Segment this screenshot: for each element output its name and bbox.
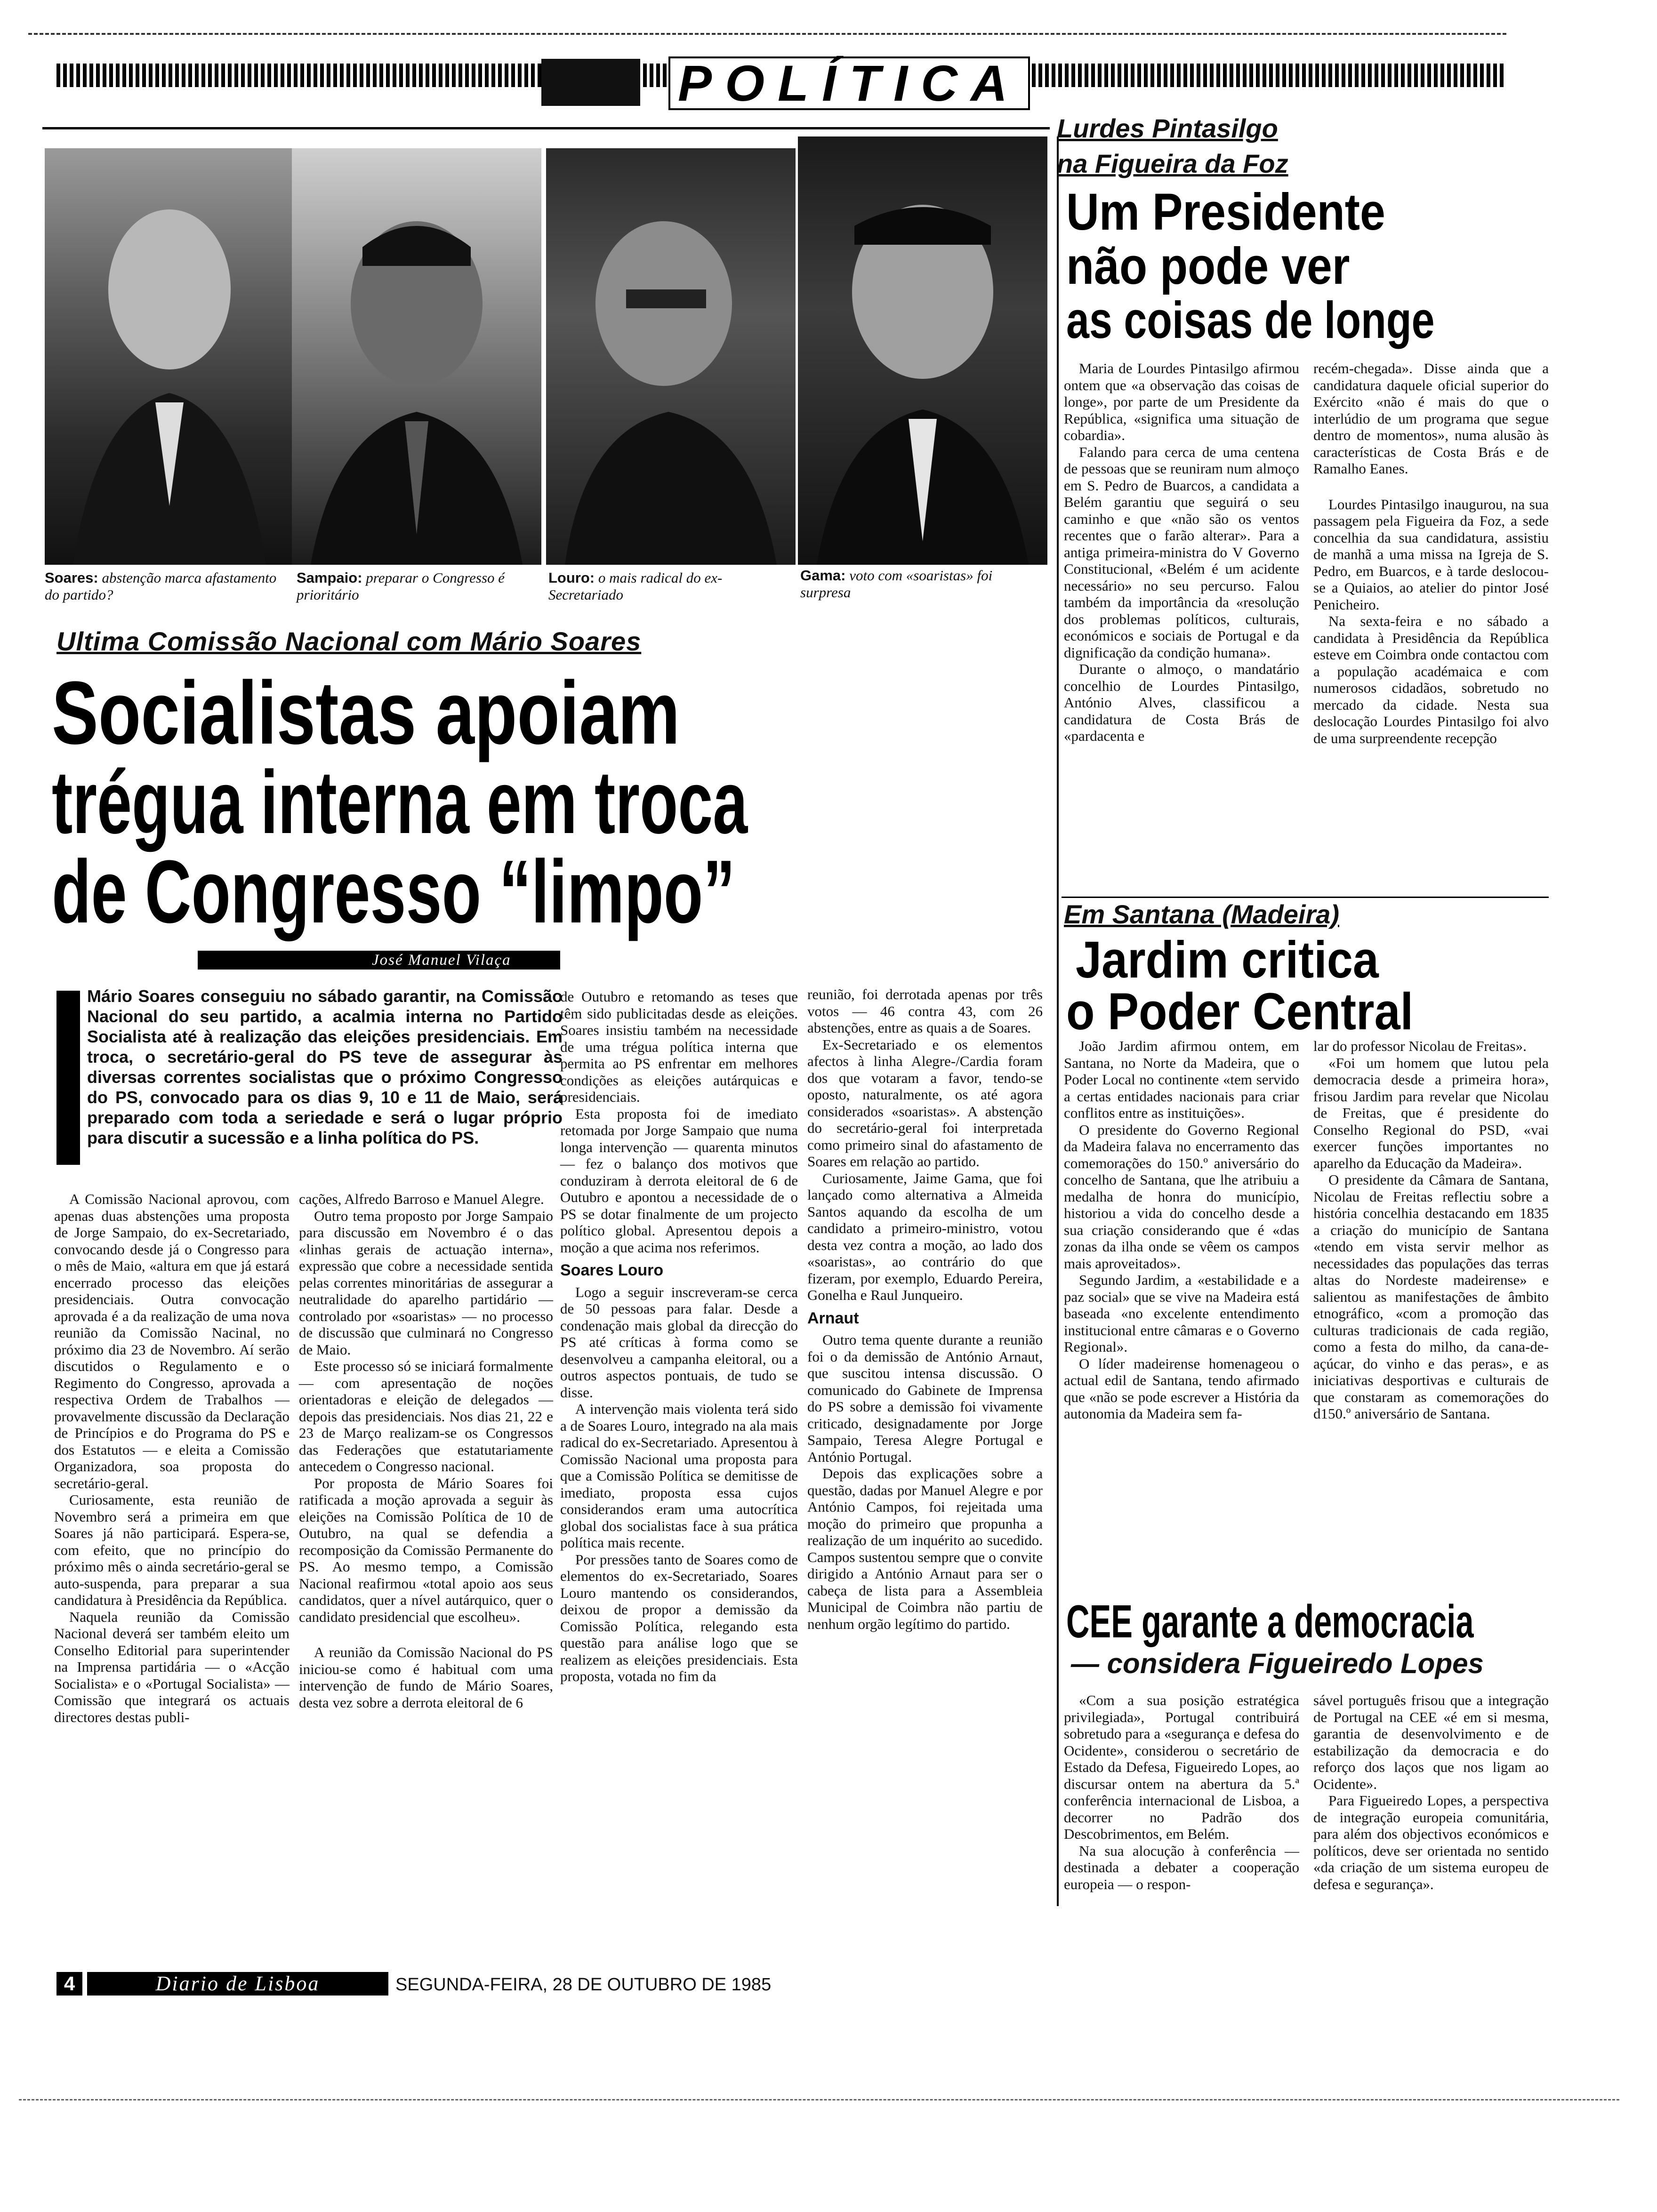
byline: José Manuel Vilaça — [372, 952, 511, 969]
caption-name: Louro: — [548, 569, 595, 586]
main-col3-p4: A intervenção mais violenta terá sido a de Soares Louro, integrado na ala mais radical do ex-Secretariado. Apresentou à Comissão Nacional uma proposta para que a Comissão Política se demitisse de imediato, proposta essa cujos considerandos eram uma autocrítica global dos socialistas face à sua prática política mais recente. — [560, 1401, 798, 1551]
main-col4-p3: Curiosamente, Jaime Gama, que foi lançado como alternativa a Almeida Santos aquando da escolha de um candidato a primeiro-ministro, votou desta vez contra a moção, ao lado dos «soaristas», ao contrário do que fizeram, por exemplo, Eduardo Pereira, Gonelha e Raul Junqueiro. — [807, 1170, 1043, 1303]
cee-col1-p1: «Com a sua posição estratégica privilegiada», Portugal contribuirá sobretudo para a «segurança e defesa do Ocidente», considerou o secretário de Estado da Defesa, Figueiredo Lopes, ao discursar ontem na abertura da 5.ª conferência internacional de Lisboa, a decorrer no Padrão dos Descobrimentos, em Belém. — [1064, 1692, 1299, 1842]
header-rule — [42, 127, 1050, 129]
cee-col2-p1: sável português frisou que a integração de Portugal na CEE «é em si mesma, garantia de desenvolvimento e de estabilização da democracia e do reforço dos laços que nos ligam ao Ocidente». — [1313, 1692, 1549, 1792]
caption-sampaio — [297, 569, 537, 603]
main-col1-p2: Curiosamente, esta reunião de Novembro será a primeira em que Soares já não participará. Espera-se, com efeito, que no princípio do próximo mês o ainda secretário-geral se auto-suspenda, para preparar a sua candidatura à Presidência da República. — [54, 1491, 290, 1608]
jardim-col2-p2: «Foi um homem que lutou pela democracia desde a primeira hora», frisou Jardim para revelar que Nicolau de Freitas, que é presidente do Conselho Regional do PSD, «vai exercer funções importantes no aparelho da Educação da Madeira». — [1313, 1054, 1549, 1171]
caption-text: preparar o Congresso é prioritário — [297, 569, 505, 603]
jardim-col2-p1: lar do professor Nicolau de Freitas». — [1313, 1038, 1527, 1054]
main-headline-line1: Socialistas apoiam — [52, 663, 680, 763]
main-headline-line3: de Congresso “limpo” — [52, 842, 735, 942]
pintasilgo-headline-3: as coisas de longe — [1066, 291, 1435, 349]
section-title: POLÍTICA — [668, 56, 1030, 110]
cee-col1-p2: Na sua alocução à conferência — destinada a debater a cooperação europeia — o respon- — [1064, 1842, 1299, 1892]
pintasilgo-kicker-1: Lurdes Pintasilgo — [1057, 113, 1278, 143]
caption-gama — [800, 567, 1040, 601]
pintasilgo-col2-p1: recém-chegada». Disse ainda que a candidatura daquele oficial superior do Exército «não é mais do que o interlúdio de um programa que segue dentro de momentos», numa alusão às características de Costa Brás e de Ramalho Eanes. — [1313, 360, 1549, 477]
pintasilgo-col2-p2: Lourdes Pintasilgo inaugurou, na sua passagem pela Figueira da Foz, a sede concelhia da sua candidatura, assistiu de manhã a uma missa na Igreja de S. Pedro, em Buarcos, e à tarde deslocou-se a Quiaios, ao atelier do pintor José Penicheiro. — [1313, 496, 1549, 613]
main-col2-p5: A reunião da Comissão Nacional do PS iniciou-se como é habitual com uma intervenção de fundo de Mário Soares, desta vez sobre a derrota eleitoral de 6 — [299, 1644, 553, 1711]
main-col4 — [807, 986, 1043, 1632]
pintasilgo-kicker-2: na Figueira da Foz — [1057, 149, 1288, 178]
pintasilgo-col2 — [1313, 360, 1549, 746]
cee-col1 — [1064, 1692, 1299, 1892]
cee-subheadline: — considera Figueiredo Lopes — [1071, 1648, 1484, 1679]
photo-soares — [45, 148, 294, 565]
main-col1-p3: Naquela reunião da Comissão Nacional deverá ser também eleito um Conselho Editorial para superintender na Imprensa partidária — o «Acção Socialista» e o «Portugal Socialista» — Comissão que integrará os actuais directores destas publi- — [54, 1608, 290, 1725]
pintasilgo-col1-p3: Durante o almoço, o mandatário concelhio de Lourdes Pintasilgo, António Alves, classificou a candidatura de Costa Brás de «pardacenta e — [1064, 661, 1299, 744]
main-col3-p3: Logo a seguir inscreveram-se cerca de 50 pessoas para falar. Desde a condenação mais global da direcção do PS até críticas à forma como se desenvolveu a campanha eleitoral, ou a outros aspectos pontuais, de tudo se disse. — [560, 1283, 798, 1401]
main-col3-p5: Por pressões tanto de Soares como de elementos do ex-Secretariado, Soares Louro mantendo os considerandos, deixou de propor a demissão da Comissão Política, relegando esta questão para análise logo que se realizem as eleições presidenciais. Esta proposta, votada no fim da — [560, 1551, 798, 1684]
pintasilgo-col1-p1: Maria de Lourdes Pintasilgo afirmou ontem que «a observação das coisas de longe», por parte de um Presidente da República, «significa uma situação de cobardia». — [1064, 360, 1299, 443]
jardim-headline-2: o Poder Central — [1066, 983, 1414, 1041]
header-dark-block — [541, 59, 640, 106]
masthead: Diario de Lisboa — [87, 1972, 388, 1996]
jardim-col1-p4: O líder madeirense homenageou o actual edil de Santana, tendo afirmado que «não se pode escrever a História da autonomia da Madeira sem fa- — [1064, 1355, 1299, 1422]
main-col1 — [54, 1191, 290, 1725]
main-col2 — [299, 1191, 553, 1711]
subhead-soares-louro: Soares Louro — [560, 1261, 664, 1279]
footer-dash-line — [19, 2099, 1619, 2100]
pintasilgo-headline-2: não pode ver — [1066, 237, 1350, 295]
footer-date: SEGUNDA-FEIRA, 28 DE OUTUBRO DE 1985 — [395, 1975, 772, 1995]
caption-louro — [548, 569, 788, 603]
jardim-kicker: Em Santana (Madeira) — [1064, 899, 1340, 929]
main-col4-p4: Outro tema quente durante a reunião foi o da demissão de António Arnaut, que suscitou intensa discussão. O comunicado do Gabinete de Imprensa do PS sobre a demissão foi vivamente criticado, designadamente por Jorge Sampaio, Teresa Alegre Portugal e António Portugal. — [807, 1331, 1043, 1465]
pintasilgo-col1-p2: Falando para cerca de uma centena de pessoas que se reuniram num almoço em S. Pedro de Buarcos, a candidata a Belém garantiu que seguirá o seu caminho e que «não são os ventos recentes que o farão alterar». Para a antiga primeira-ministra do V Governo Constitucional, «Belém é um acidente necessário» no seu percurso. Falou também da importância da «resolução dos problemas políticos, culturais, económicos e sociais de Portugal e da dignificação da condição humana». — [1064, 443, 1299, 661]
caption-soares — [45, 569, 290, 603]
main-col1-p1: A Comissão Nacional aprovou, com apenas duas abstenções uma proposta de Jorge Sampaio, do ex-Secretariado, convocando desde já o Congresso para o mês de Maio, «altura em que já estará encerrado processo das eleições presidenciais. Outra convocação aprovada é a da realização de uma nova reunião da Comissão Nacinal, no próximo dia 23 de Novembro. Aí serão discutidos o Regulamento e o Regimento do Congresso, aprovada a respectiva Ordem de Trabalhos — provavelmente discussão da Declaração de Princípios e do Programa do PS e dos Estatutos — e eleita a Comissão Organizadora, soa proposta do secretário-geral. — [54, 1191, 290, 1491]
cee-col2-p2: Para Figueiredo Lopes, a perspectiva de integração europeia comunitária, para além dos objectivos económicos e políticos, deve ser orientada no sentido «da criação de um sistema europeu de defesa e segurança». — [1313, 1792, 1549, 1892]
lead-paragraph: Mário Soares conseguiu no sábado garantir, na Comissão Nacional do seu partido, a acalmia interna no Partido Socialista até à realização das eleições presidenciais. Em troca, o secretário-geral do PS teve de assegurar às diversas correntes socialistas que o próximo Congresso do PS, convocado para os dias 9, 10 e 11 de Maio, será preparado com toda a seriedade e será o lugar próprio para discutir a sucessão e a linha política do PS. — [87, 986, 563, 1147]
jardim-col1-p3: Segundo Jardim, a «estabilidade e a paz social» que se vive na Madeira está baseada «no excelente entendimento institucional entre câmaras e o Governo Regional». — [1064, 1272, 1299, 1355]
jardim-col1 — [1064, 1038, 1299, 1422]
jardim-headline-1: Jardim critica — [1076, 931, 1379, 989]
caption-text: o mais radical do ex-Secretariado — [548, 569, 723, 603]
main-col4-p2: Ex-Secretariado e os elementos afectos à linha Alegre-/Cardia foram dos que votaram a favor, tendo-se oposto, naturalmente, os até agora considerados «soaristas». A abstenção do secretário-geral foi interpretada como primeiro sinal do afastamento de Soares em relação ao partido. — [807, 1036, 1043, 1170]
caption-text: voto com «soaristas» foi surpresa — [800, 567, 993, 601]
page-number: 4 — [56, 1972, 82, 1996]
caption-text: abstenção marca afastamento do partido? — [45, 569, 277, 603]
pintasilgo-col1 — [1064, 360, 1299, 745]
jardim-col1-p1: João Jardim afirmou ontem, em Santana, no Norte da Madeira, que o Poder Local no continente «tem servido a certas entidades nacionais para criar conflitos entre as instituições». — [1064, 1038, 1299, 1121]
main-col2-p4: Por proposta de Mário Soares foi ratificada a moção aprovada a seguir às eleições na Comissão Política de 10 de Outubro, na qual se defendia a recomposição da Comissão Permanente do PS. Ao mesmo tempo, a Comissão Nacional reafirmou «total apoio aos seus candidatos, quer a nível autárquico, quer o candidato presidencial que escolheu». — [299, 1475, 553, 1625]
lead-bar — [56, 991, 80, 1165]
caption-name: Gama: — [800, 567, 846, 584]
photo-gama — [798, 136, 1047, 565]
jardim-rule — [1062, 897, 1549, 898]
caption-name: Soares: — [45, 569, 98, 586]
photo-louro — [546, 148, 796, 565]
main-col2-p3: Este processo só se iniciará formalmente — com apresentação de noções orientadoras e eleição de delegados — depois das presidenciais. Nos dias 21, 22 e 23 de Março realizam-se os Congressos das Federações que estatutariamente antecedem o Congresso nacional. — [299, 1358, 553, 1475]
photo-sampaio — [292, 148, 541, 565]
subhead-arnaut: Arnaut — [807, 1309, 859, 1327]
main-col4-p5: Depois das explicações sobre a questão, dadas por Manuel Alegre e por António Campos, foi rejeitada uma moção do primeiro que propunha a realização de um inquérito ao sucedido. Campos sustentou sempre que o convite dirigido a António Arnaut para ser o cabeça de lista para a Assembleia Municipal de Coimbra não partiu de nenhum orgão legítimo do partido. — [807, 1465, 1043, 1632]
cee-col2 — [1313, 1692, 1549, 1892]
caption-name: Sampaio: — [297, 569, 362, 586]
jardim-col1-p2: O presidente do Governo Regional da Madeira falava no encerramento das comemorações do 150.º aniversário do concelho de Santana, que lhe atribuiu a medalha de honra do município, historiou a vida do concelho desde a sua criação considerando que é «das zonas da ilha onde se vêem os campos mais aproveitados». — [1064, 1121, 1299, 1272]
jardim-col2 — [1313, 1038, 1549, 1422]
main-col3-p2: Esta proposta foi de imediato retomada por Jorge Sampaio que numa longa intervenção — quarenta minutos — fez o balanço dos motivos que conduziram à derrota eleitoral de 6 de Outubro e apontou a necessidade de o PS se dotar finalmente de um projecto político global. Apresentou depois a moção a que acima nos referimos. — [560, 1105, 798, 1256]
main-col3-p1: de Outubro e retomando as teses que têm sido publicitadas desde as eleições. Soares insistiu também na necessidade de uma trégua política interna que permita ao PS enfrentar em melhores condições as eleições autárquicas e presidenciais. — [560, 988, 798, 1105]
main-divider — [1057, 136, 1059, 1906]
main-kicker: Ultima Comissão Nacional com Mário Soares — [56, 626, 642, 656]
jardim-col2-p3: O presidente da Câmara de Santana, Nicolau de Freitas reflectiu sobre a história concelhia destacando em 1835 a criação do município de Santana «tendo em vista servir melhor as necessidades das populações das terras altas do Nordeste madeirense» e salientou as manifestações de âmbito etnográfico, «com a promoção das culturas tradicionais de cada região, como a festa do milho, da cana-de-açúcar, do vinho e das peras», e as iniciativas desportivas e culturais de que constaram as comemorações do d150.º aniversário de Santana. — [1313, 1171, 1549, 1422]
main-col3 — [560, 988, 798, 1685]
pintasilgo-col2-p3: Na sexta-feira e no sábado a candidata à Presidência da República esteve em Coimbra onde contactou com a população académaica e com numerosos cidadãos, sobretudo no mercado da cidade. Nesta sua deslocação Lourdes Pintasilgo foi alvo de uma surpreendente recepção — [1313, 613, 1549, 746]
main-headline-line2: trégua interna em troca — [52, 753, 748, 852]
pintasilgo-headline-1: Um Presidente — [1066, 183, 1385, 241]
main-col2-p2: Outro tema proposto por Jorge Sampaio para discussão em Novembro é o das «linhas gerais de actuação interna», expressão que cobre a necessidade sentida pelas correntes minoritárias de assegurar a neutralidade do aparelho partidário — controlado por «soaristas» — no processo de discussão que culminará no Congresso de Maio. — [299, 1207, 553, 1358]
header-strip — [28, 33, 1506, 37]
main-col4-p1: reunião, foi derrotada apenas por três votos — 46 contra 43, com 26 abstenções, entre as quais a de Soares. — [807, 986, 1043, 1036]
cee-headline: CEE garante a democracia — [1066, 1595, 1474, 1647]
main-col2-p1: cações, Alfredo Barroso e Manuel Alegre. — [299, 1191, 544, 1207]
